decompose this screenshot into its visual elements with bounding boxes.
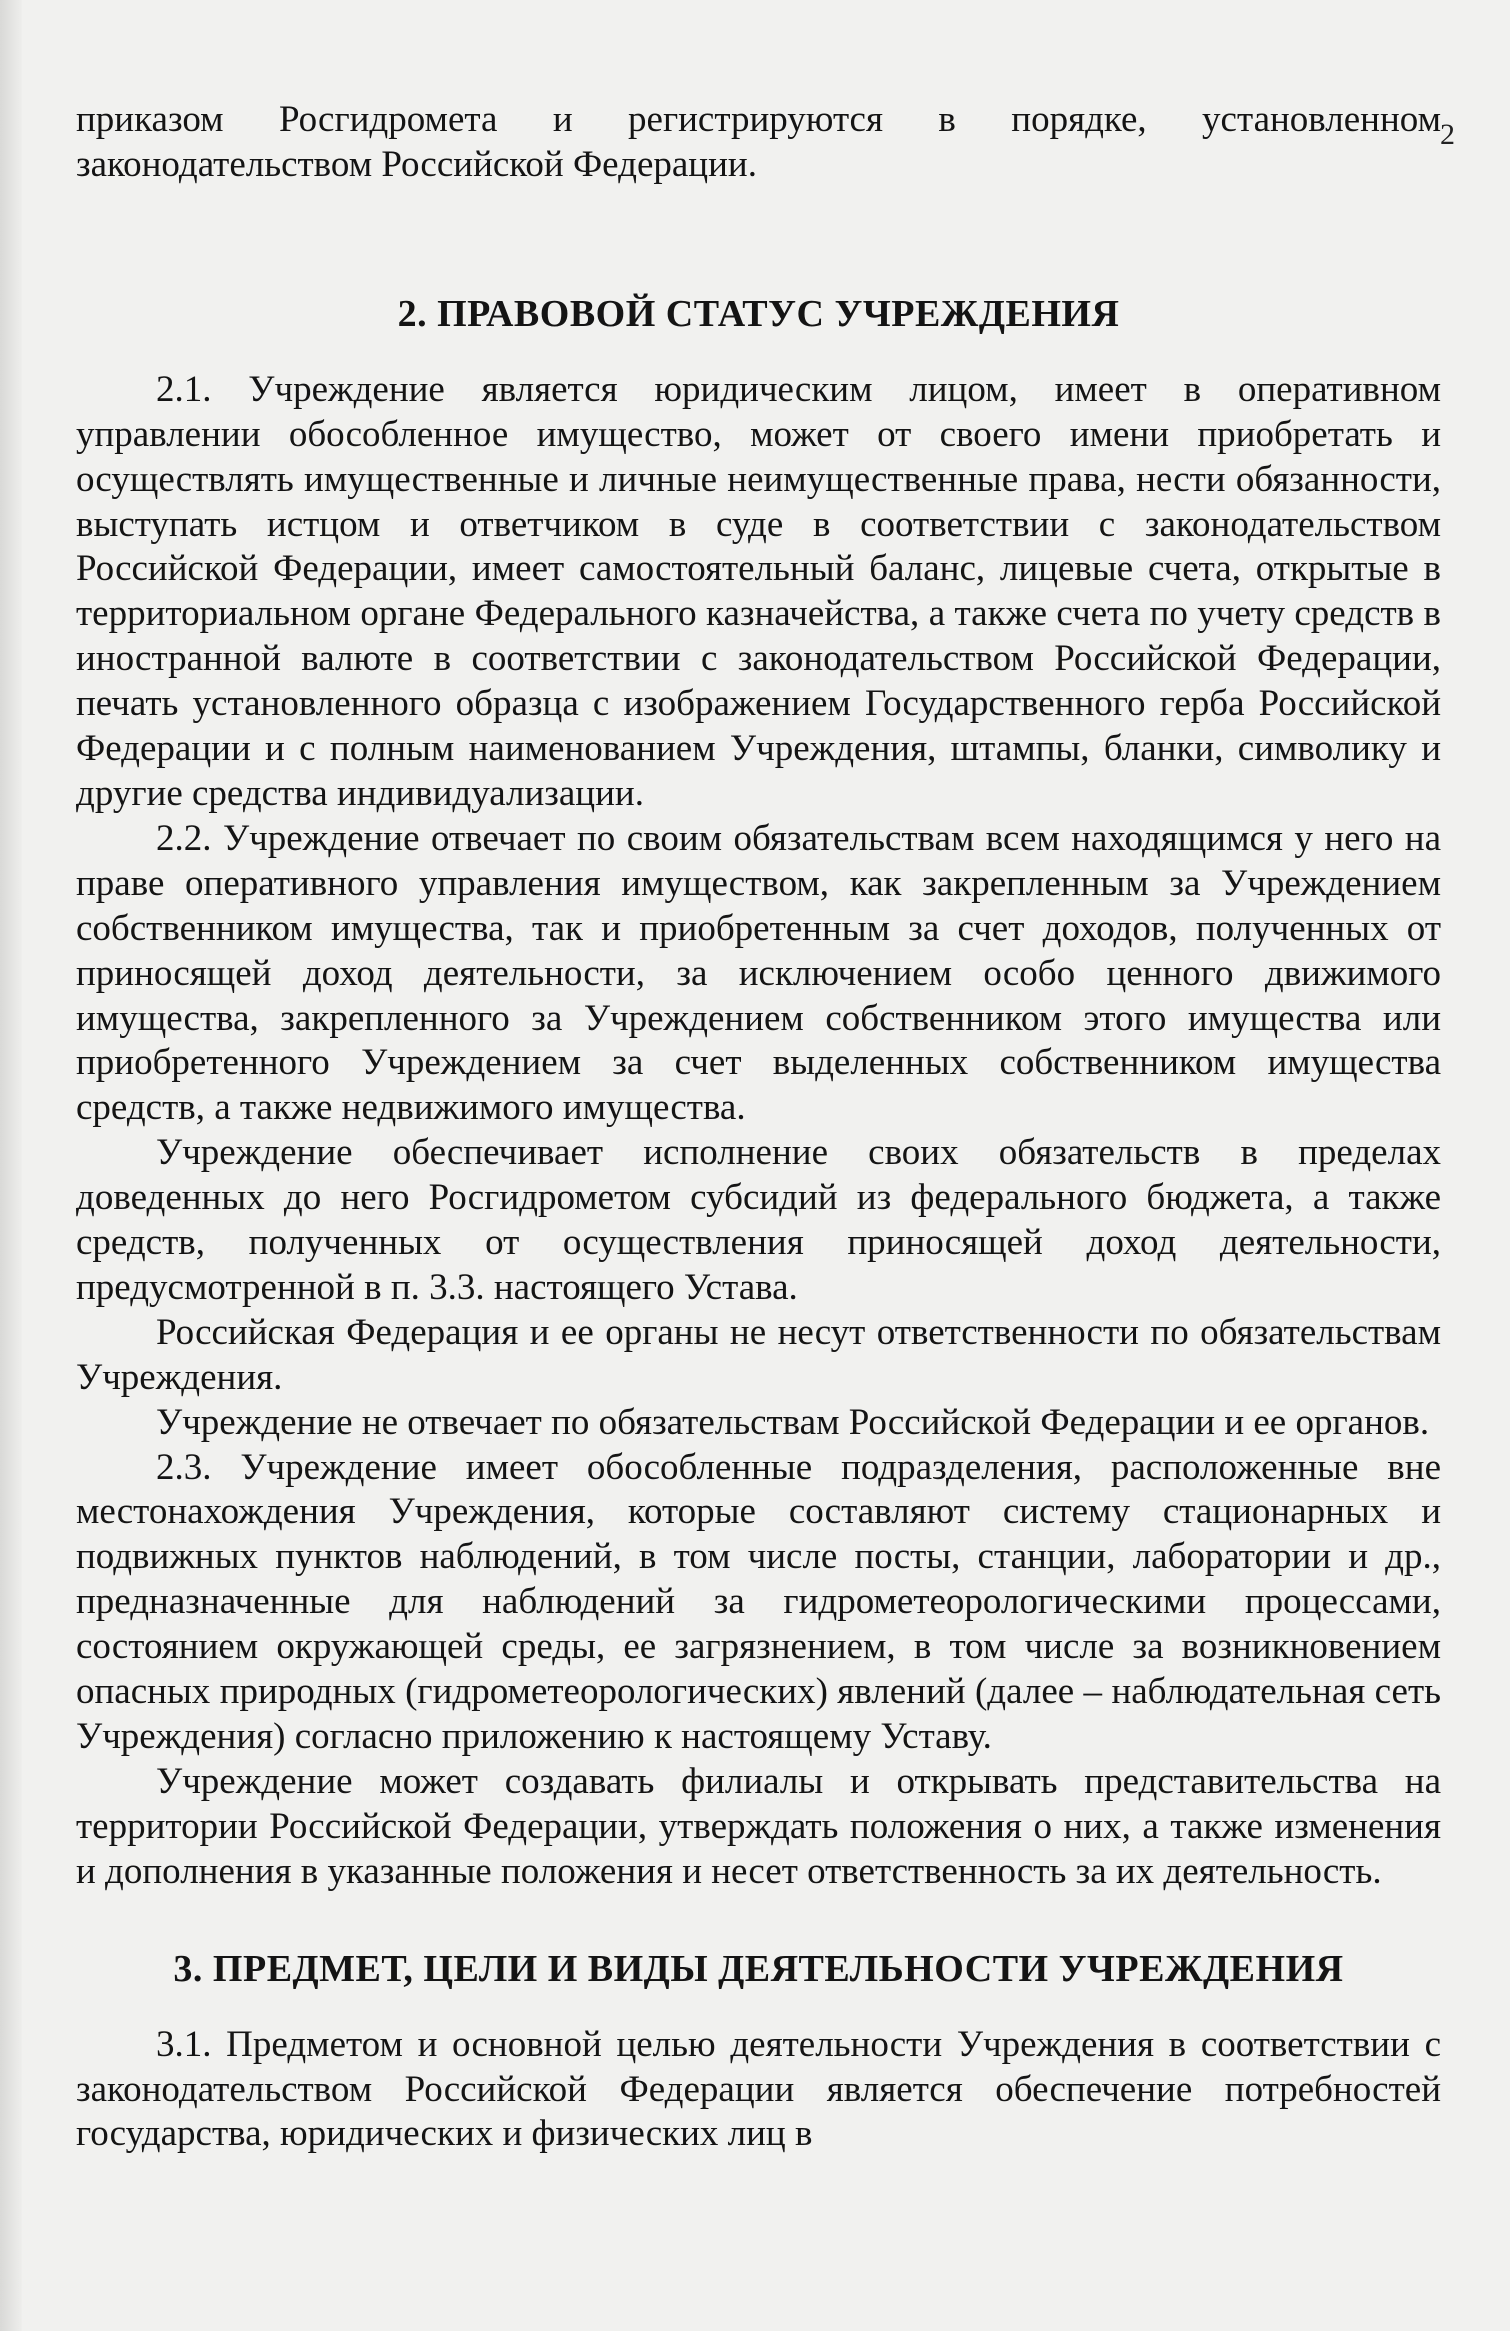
section-3-title: 3. ПРЕДМЕТ, ЦЕЛИ И ВИДЫ ДЕЯТЕЛЬНОСТИ УЧРЕЖДЕНИЯ <box>173 1947 1344 1990</box>
paragraph-2-2: 2.2. Учреждение отвечает по своим обязательствам всем находящимся у него на праве оперативного управления имуществом, как закрепленным за Учреждением собственником имущества, так и приобретенным за счет доходов, полученных от приносящей доход деятельности, за исключением особо ценного движимого имущества, закрепленного за Учреждением собственником этого имущества или приобретенного Учреждением за счет выделенных собственником имущества средств, а также недвижимого имущества. <box>76 817 1441 1129</box>
paragraph-2-1: 2.1. Учреждение является юридическим лицом, имеет в оперативном управлении обособленное имущество, может от своего имени приобретать и осуществлять имущественные и личные неимущественные права, нести обязанности, выступать истцом и ответчиком в суде в соответствии с законодательством Российской Федерации, имеет самостоятельный баланс, лицевые счета, открытые в территориальном органе Федерального казначейства, а также счета по учету средств в иностранной валюте в соответствии с законодательством Российской Федерации, печать установленного образца с изображением Государственного герба Российской Федерации и с полным наименованием Учреждения, штампы, бланки, символику и другие средства индивидуализации. <box>76 368 1441 814</box>
page-number: 2 <box>1440 118 1455 151</box>
paragraph-branches: Учреждение может создавать филиалы и открывать представительства на территории Российской Федерации, утверждать положения о них, а также изменения и дополнения в указанные положения и несет ответственность за их деятельность. <box>76 1760 1441 1892</box>
paragraph-federation-liability: Российская Федерация и ее органы не несут ответственности по обязательствам Учреждения. <box>76 1311 1441 1398</box>
intro-paragraph: приказом Росгидромета и регистрируются в порядке, установленном законодательством Российской Федерации. <box>76 99 1441 185</box>
paragraph-institution-liability: Учреждение не отвечает по обязательствам Российской Федерации и ее органов. <box>156 1401 1430 1443</box>
document-body <box>76 98 1441 2157</box>
paragraph-2-3: 2.3. Учреждение имеет обособленные подразделения, расположенные вне местонахождения Учреждения, которые составляют систему стационарных и подвижных пунктов наблюдений, в том числе посты, станции, лаборатории и др., предназначенные для наблюдений за гидрометеорологическими процессами, состоянием окружающей среды, ее загрязнением, в том числе за возникновением опасных природных (гидрометеорологических) явлений (далее – наблюдательная сеть Учреждения) согласно приложению к настоящему Уставу. <box>76 1446 1441 1757</box>
page-edge-shadow <box>0 0 22 2331</box>
paragraph-3-1: 3.1. Предметом и основной целью деятельности Учреждения в соответствии с законодательством Российской Федерации является обеспечение потребностей государства, юридических и физических лиц в <box>76 2023 1441 2155</box>
paragraph-obligations: Учреждение обеспечивает исполнение своих обязательств в пределах доведенных до него Росгидрометом субсидий из федерального бюджета, а также средств, полученных от осуществления приносящей доход деятельности, предусмотренной в п. 3.3. настоящего Устава. <box>76 1132 1441 1308</box>
section-2-title: 2. ПРАВОВОЙ СТАТУС УЧРЕЖДЕНИЯ <box>397 292 1120 335</box>
